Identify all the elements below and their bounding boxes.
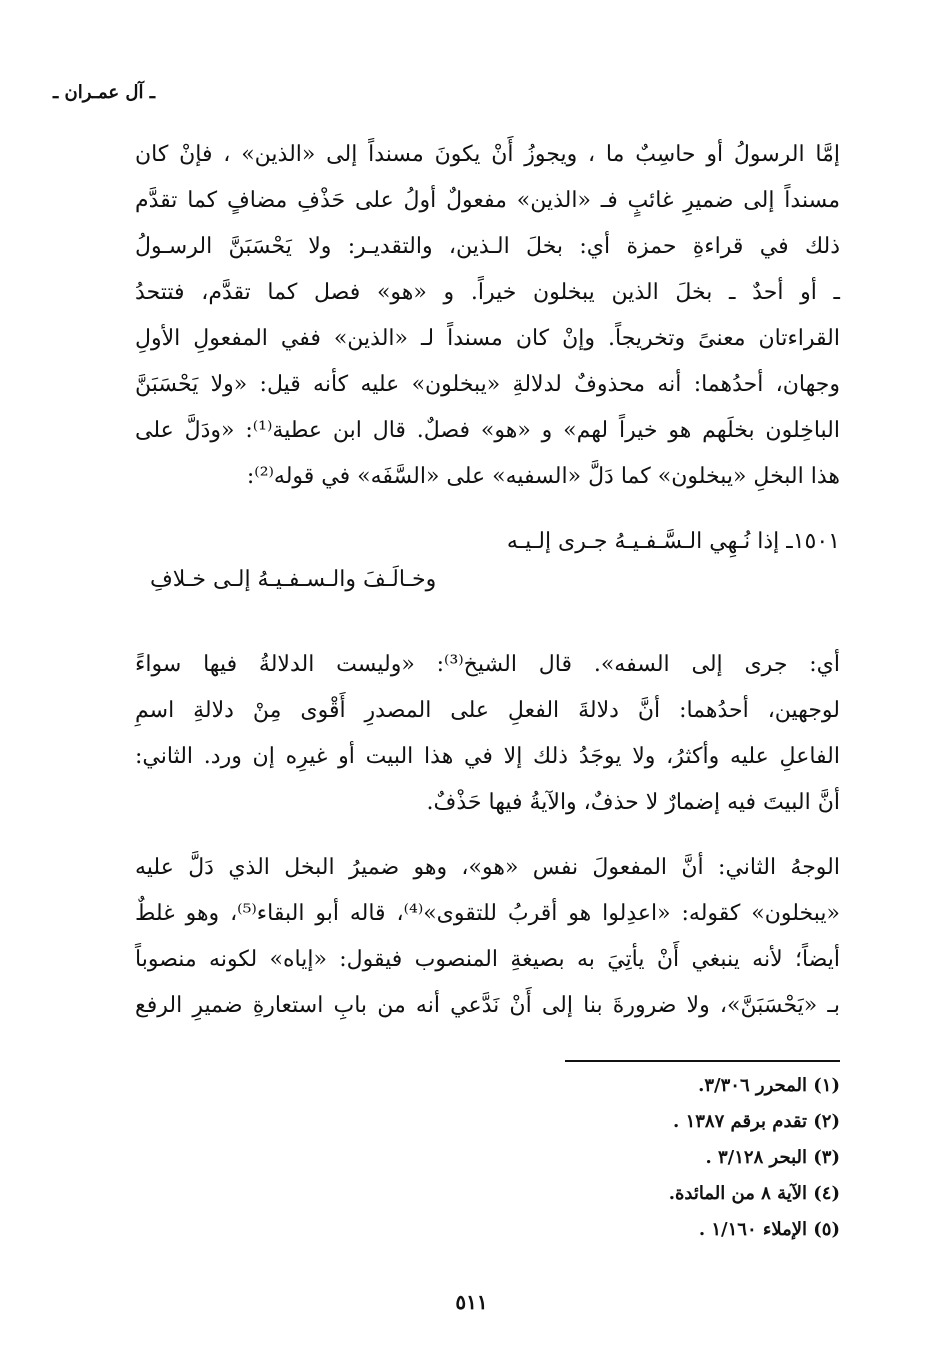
text-line: بـ «يَحْسَبَنَّ»، ولا ضرورةَ بنا إلى أَنْ نَدَّعي أنه من بابِ استعارةِ ضميرِ الرفع xyxy=(135,993,840,1018)
text-line: «يبخلون» كقوله: «اعدِلوا هو أقربُ للتقوى»⁽⁴⁾، قاله أبو البقاء⁽⁵⁾، وهو غلطٌ xyxy=(135,901,840,926)
footnotes xyxy=(440,1068,840,1248)
paragraph-3 xyxy=(135,845,840,1029)
footnote: (٣) البحر ٣/١٢٨ . xyxy=(705,1147,840,1168)
text-line: الوجهُ الثاني: أنَّ المفعولَ نفس «هو»، وهو ضميرُ البخل الذي دَلَّ عليه xyxy=(135,855,840,880)
running-header: ـ آل عمـران ـ xyxy=(53,82,155,103)
text-line: أيضاً؛ لأنه ينبغي أَنْ يأتِيَ به بصيغةِ المنصوب فيقول: «إياه» لكونه منصوباً xyxy=(135,947,840,972)
text-line: القراءتان معنىً وتخريجاً. وإنْ كان مسنداً لـ «الذين» ففي المفعولِ الأولِ xyxy=(135,326,840,351)
footnote: (٥) الإملاء ١/١٦٠ . xyxy=(698,1219,840,1240)
text-line: أي: جرى إلى السفه». قال الشيخ⁽³⁾: «وليست الدلالةُ فيها سواءً xyxy=(135,652,840,677)
verse-first-hemistich: ١٥٠١ـ إذا نُـهِي الـسَّـفـيـهُ جـرى إلـيـه xyxy=(506,529,840,554)
paragraph-1 xyxy=(135,132,840,500)
footnote: (١) المحرر ٣/٣٠٦. xyxy=(698,1075,840,1096)
text-line: مسنداً إلى ضميرِ غائبٍ فـ «الذين» مفعولٌ أولُ على حَذْفِ مضافٍ كما تقدَّم xyxy=(135,188,840,213)
footnote: (٤) الآية ٨ من المائدة. xyxy=(668,1183,840,1204)
text-line: وجهان، أحدُهما: أنه محذوفٌ لدلالةِ «يبخلون» عليه كأنه قيل: «ولا يَحْسَبَنَّ xyxy=(135,372,840,397)
text-line: إمَّا الرسولُ أو حاسِبٌ ما ، ويجوزُ أَنْ يكونَ مسنداً إلى «الذين» ، فإنْ كان xyxy=(135,142,840,167)
text-line: لوجهين، أحدُهما: أنَّ دلالةَ الفعلِ على المصدرِ أَقْوى مِنْ دلالةِ اسمِ xyxy=(135,698,840,723)
verse-second-hemistich: وخـالَـفَ والـسـفـيـهُ إلـى خـلافِ xyxy=(150,567,437,592)
footnote: (٢) تقدم برقم ١٣٨٧ . xyxy=(673,1111,840,1132)
text-line: ـ أو أحدٌ ـ بخلَ الذين يبخلون خيراً. و «هو» فصل كما تقدَّم، فتتحدُ xyxy=(135,280,840,305)
paragraph-2 xyxy=(135,642,840,826)
text-line: ذلك في قراءةِ حمزة أي: بخلَ الـذين، والتقديـر: ولا يَحْسَبَنَّ الرسـولُ xyxy=(135,234,840,259)
text-line: أنَّ البيتَ فيه إضمارٌ لا حذفٌ، والآيةُ فيها حَذْفٌ. xyxy=(426,790,840,815)
text-line: هذا البخلِ «يبخلون» كما دَلَّ «السفيه» على «السَّفَه» في قوله⁽²⁾: xyxy=(246,464,840,489)
text-line: الفاعلِ عليه وأكثرُ، ولا يوجَدُ ذلك إلا في هذا البيت أو غيرِه إن ورد. الثاني: xyxy=(135,744,840,769)
text-line: الباخِلون بخلَهم هو خيراً لهم» و «هو» فصلٌ. قال ابن عطية⁽¹⁾: «ودَلَّ على xyxy=(135,418,840,443)
footnote-divider xyxy=(565,1060,840,1062)
page-number: ٥١١ xyxy=(455,1290,488,1314)
